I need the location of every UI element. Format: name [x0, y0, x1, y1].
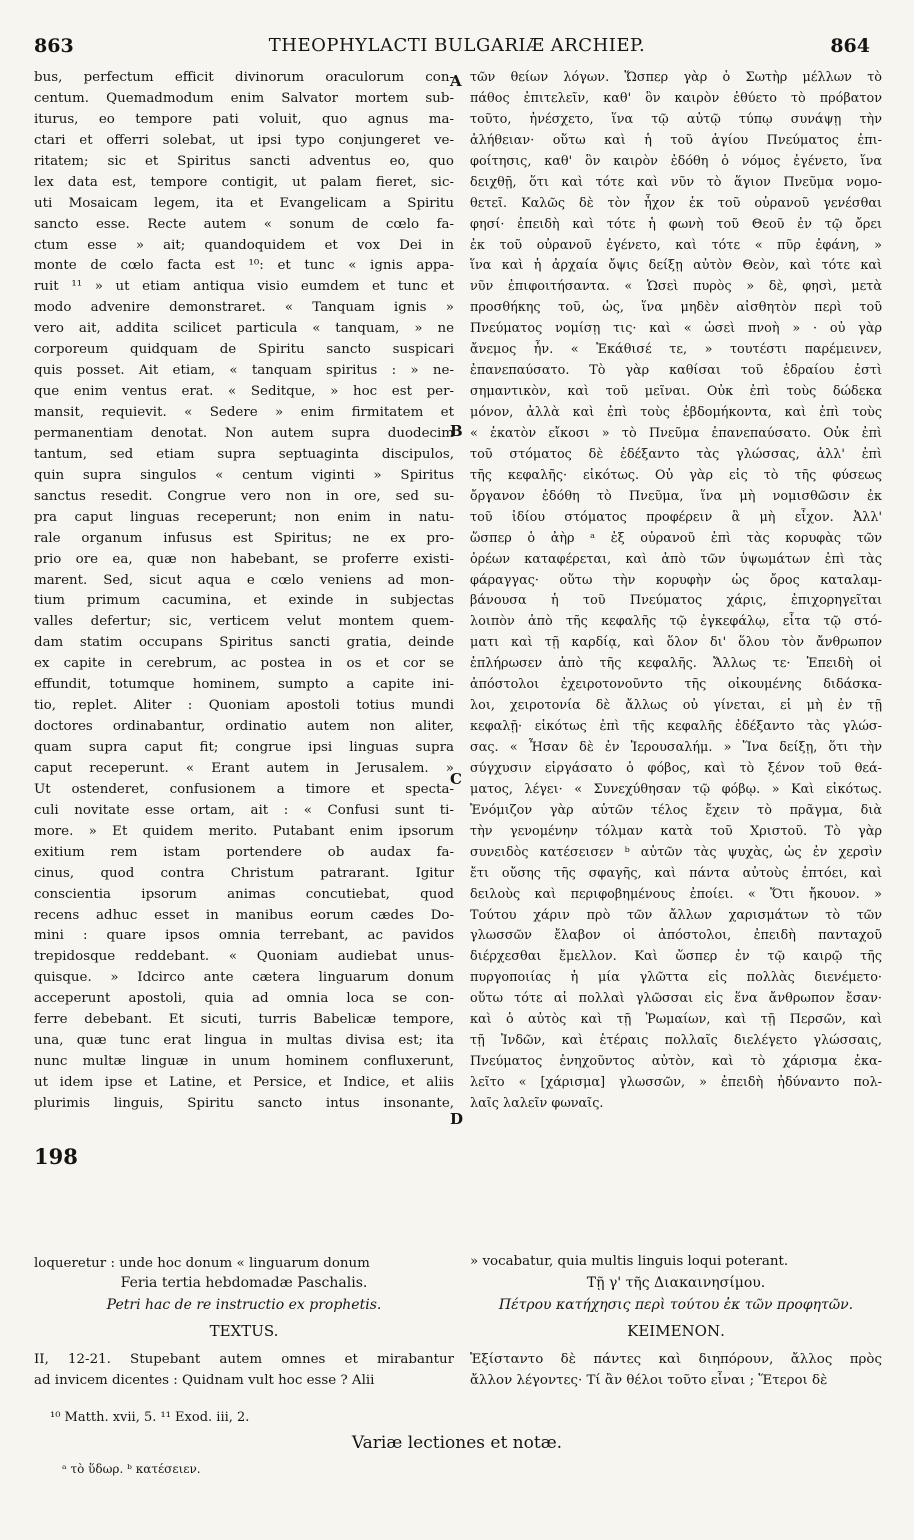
- text-line: δειλοὺς καὶ περιφοβημένους ἐποίει. « Ὅτι ἤκουον. »: [470, 886, 882, 902]
- latin-subtitle: Petri hac de re instructio ex prophetis.: [106, 1297, 382, 1313]
- bottom-line-left: loqueretur : unde hoc donum « linguarum donum: [34, 1256, 370, 1271]
- text-line: marent. Sed, sicut aqua e cœlo veniens ad mon-: [34, 572, 454, 588]
- text-line: δειχθῇ, ὅτι καὶ τότε καὶ νῦν τὸ ἅγιον Πνεῦμα νομο-: [470, 174, 882, 190]
- text-line: ex capite in cerebrum, ac postea in os et cor se: [34, 656, 454, 672]
- text-line: σύγχυσιν εἰργάσατο ὁ φόβος, καὶ τὸ ξένον τοῦ θεά-: [470, 760, 882, 776]
- section-marker-b: B: [450, 422, 463, 440]
- text-line: monte de cœlo facta est ¹⁰: et tunc « ignis appa-: [34, 258, 454, 274]
- text-line: φοίτησις, καθ' ὃν καιρὸν ἐδόθη ὁ νόμος ἐγένετο, ἵνα: [470, 153, 882, 169]
- text-line: conscientia ipsorum animas concutiebat, quod: [34, 886, 454, 902]
- text-line: centum. Quemadmodum enim Salvator mortem sub-: [34, 90, 454, 106]
- text-line: γλωσσῶν ἔλαβον οἱ ἀπόστολοι, ἐπειδὴ πανταχοῦ: [470, 928, 882, 944]
- running-title: THEOPHYLACTI BULGARIÆ ARCHIEP.: [268, 35, 646, 56]
- text-line: φάραγγας· οὕτω τὴν κορυφὴν ὡς ὄρος καταλαμ-: [470, 572, 882, 588]
- text-line: tium primum cacumina, et exinde in subjectas: [34, 593, 454, 609]
- text-line: συνειδὸς κατέσεισεν ᵇ αὐτῶν τὰς ψυχὰς, ὡς ἐν χερσὶν: [470, 844, 882, 860]
- text-line: sanctus resedit. Congrue vero non in ore, sed su-: [34, 488, 454, 504]
- text-line: Ἐξίσταντο δὲ πάντες καὶ διηπόρουν, ἄλλος πρὸς: [470, 1352, 882, 1367]
- text-line: λοιπὸν ἀπὸ τῆς κεφαλῆς τῷ ἐγκεφάλῳ, εἶτα τῷ στό-: [470, 614, 882, 630]
- text-line: Πνεύματος ἐνηχοῦντος αὐτὸν, καὶ τὸ χάρισμα ἐκα-: [470, 1054, 882, 1070]
- text-line: modo advenire demonstraret. « Tanquam ignis »: [34, 300, 454, 316]
- text-line: τοῦ στόματος δὲ ἐδέξαντο τὰς γλώσσας, ἀλλ' ἐπὶ: [470, 446, 882, 462]
- text-line: tio, replet. Aliter : Quoniam apostoli totius mundi: [34, 698, 454, 714]
- text-line: νῦν ἐπιφοιτήσαντα. « Ὡσεὶ πυρὸς » δὲ, φησὶ, μετὰ: [470, 279, 882, 295]
- latin-column: [34, 68, 454, 1115]
- text-line: caput receperunt. « Erant autem in Jerusalem. »: [34, 760, 454, 776]
- text-line: tantum, sed etiam supra septuaginta discipulos,: [34, 446, 454, 462]
- text-line: τῇ Ἰνδῶν, καὶ ἑτέραις πολλαῖς διελέγετο γλώσσαις,: [470, 1033, 882, 1049]
- text-line: prio ore ea, quæ non habebant, se proferre existi-: [34, 551, 454, 567]
- variae-lectiones-heading: Variæ lectiones et notæ.: [351, 1433, 563, 1453]
- text-line: ut idem ipse et Latine, et Persice, et Indice, et aliis: [34, 1075, 454, 1090]
- variae-lectiones-notes: ᵃ τὸ ὕδωρ. ᵇ κατέσειεν.: [62, 1462, 201, 1476]
- text-line: λαῖς λαλεῖν φωναῖς.: [470, 1095, 604, 1111]
- text-line: mansit, requievit. « Sedere » enim firmitatem et: [34, 405, 454, 420]
- text-line: ritatem; sic et Spiritus sancti adventus eo, quo: [34, 153, 454, 169]
- text-line: dam statim occupans Spiritus sancti gratia, deinde: [34, 635, 454, 651]
- text-line: οὕτω τότε αἱ πολλαὶ γλῶσσαι εἰς ἕνα ἄνθρωπον ἔσαν·: [470, 991, 882, 1007]
- text-line: ἄνεμος ἦν. « Ἐκάθισέ τε, » τουτέστι παρέμεινεν,: [470, 342, 882, 358]
- text-line: bus, perfectum efficit divinorum oraculorum con-: [34, 70, 454, 85]
- greek-day-heading: Τῇ γ' τῆς Διακαινησίμου.: [586, 1275, 766, 1291]
- text-line: cinus, quod contra Christum patrarant. Igitur: [34, 865, 454, 881]
- text-line: ruit ¹¹ » ut etiam antiqua visio eumdem et tunc et: [34, 279, 454, 295]
- running-header: [0, 0, 914, 60]
- text-line: ἐπλήρωσεν ἀπὸ τῆς κεφαλῆς. Ἄλλως τε· Ἐπειδὴ οἱ: [470, 656, 882, 672]
- text-line: more. » Et quidem merito. Putabant enim ipsorum: [34, 823, 454, 839]
- text-line: ὥσπερ ὁ ἀὴρ ᵃ ἐξ οὐρανοῦ ἐπὶ τὰς κορυφὰς τῶν: [470, 530, 882, 546]
- latin-section-heading: TEXTUS.: [209, 1322, 279, 1340]
- page-number-left: 863: [34, 35, 74, 57]
- bottom-line-right: » vocabatur, quia multis linguis loqui poterant.: [470, 1254, 789, 1269]
- text-line: ἐκ τοῦ οὐρανοῦ ἐγένετο, καὶ τότε « πῦρ ἐφάνη, »: [470, 237, 882, 253]
- text-line: acceperunt apostoli, quia ad omnia loca se con-: [34, 991, 454, 1007]
- text-line: σας. « Ἦσαν δὲ ἐν Ἱερουσαλήμ. » Ἵνα δείξῃ, ὅτι τὴν: [470, 740, 882, 755]
- latin-scripture-text: [34, 1350, 454, 1392]
- plate-number: 198: [34, 1144, 78, 1169]
- text-line: ὄργανον ἐδόθη τὸ Πνεῦμα, ἵνα μὴ νομισθῶσιν ἐκ: [470, 488, 882, 504]
- text-line: pra caput linguas receperunt; non enim in natu-: [34, 509, 454, 525]
- text-line: ctari et offerri solebat, ut ipsi typo conjungeret ve-: [34, 132, 454, 148]
- text-line: προσθήκης τοῦ, ὡς, ἵνα μηδὲν αἰσθητὸν περὶ τοῦ: [470, 300, 882, 316]
- text-line: exitium rem istam portendere ob audax fa-: [34, 844, 454, 860]
- greek-subtitle: Πέτρου κατήχησις περὶ τούτου ἐκ τῶν προφητῶν.: [498, 1297, 854, 1313]
- text-line: doctores ordinabantur, ordinatio autem non aliter,: [34, 719, 454, 735]
- text-line: τοῦτο, ἠνέσχετο, ἵνα τῷ αὐτῷ τύπῳ συνάψῃ τὴν: [470, 111, 882, 127]
- text-line: valles defertur; sic, verticem velut montem quem-: [34, 614, 454, 630]
- text-line: βάνουσα ἡ τοῦ Πνεύματος χάρις, ἐπιχορηγεῖται: [470, 593, 882, 609]
- text-line: sancto esse. Recte autem « sonum de cœlo fa-: [34, 216, 454, 232]
- text-line: τῆς κεφαλῆς· εἰκότως. Οὐ γὰρ εἰς τὸ τῆς φύσεως: [470, 467, 882, 483]
- text-line: II, 12-21. Stupebant autem omnes et mirabantur: [34, 1352, 454, 1367]
- text-line: ad invicem dicentes : Quidnam vult hoc esse ? Alii: [34, 1372, 375, 1388]
- footnotes: ¹⁰ Matth. xvii, 5. ¹¹ Exod. iii, 2.: [50, 1410, 250, 1425]
- text-line: λοι, χειροτονία δὲ ἄλλως οὐ γίνεται, εἰ μὴ ἐν τῇ: [470, 698, 882, 714]
- text-line: κεφαλῇ· εἰκότως ἐπὶ τῆς κεφαλῆς ἐδέξαντο τὰς γλώσ-: [470, 719, 882, 735]
- text-line: Ἐνόμιζον γὰρ αὐτῶν τέλος ἔχειν τὸ πρᾶγμα, διὰ: [470, 802, 882, 818]
- text-line: ἵνα καὶ ἡ ἀρχαία ὄψις δείξῃ αὐτὸν Θεὸν, καὶ τότε καὶ: [470, 258, 882, 274]
- text-line: διέρχεσθαι ἔμελλον. Καὶ ὥσπερ ἐν τῷ καιρῷ τῆς: [470, 949, 882, 965]
- text-line: τοῦ ἰδίου στόματος προφέρειν ἃ μὴ εἶχον. Ἀλλ': [470, 509, 882, 525]
- text-line: ferre debebant. Et sicuti, turris Babelicæ tempore,: [34, 1012, 454, 1028]
- section-marker-d: D: [450, 1110, 464, 1128]
- text-line: καὶ ὁ αὐτὸς καὶ τῇ Ῥωμαίων, καὶ τῇ Περσῶν, καὶ: [470, 1012, 882, 1028]
- text-line: quam supra caput fit; congrue ipsi linguas supra: [34, 740, 454, 755]
- text-line: « ἑκατὸν εἴκοσι » τὸ Πνεῦμα ἐπανεπαύσατο. Οὐκ ἐπὶ: [470, 425, 882, 441]
- section-marker-a: A: [450, 72, 462, 90]
- text-line: nunc multæ linguæ in unum hominem confluxerunt,: [34, 1054, 454, 1070]
- text-line: que enim ventus erat. « Seditque, » hoc est per-: [34, 384, 454, 400]
- section-marker-c: C: [450, 770, 462, 788]
- text-line: σημαντικὸν, καὶ τοῦ μεῖναι. Οὐκ ἐπὶ τοὺς δώδεκα: [470, 384, 882, 400]
- text-line: ἀπόστολοι ἐχειροτονοῦντο τῆς οἰκουμένης διδάσκα-: [470, 677, 882, 693]
- text-line: πάθος ἐπιτελεῖν, καθ' ὃν καιρὸν ἐθύετο τὸ πρόβατον: [470, 90, 882, 106]
- greek-section-heading: ΚΕΙΜΕΝΟΝ.: [627, 1322, 725, 1340]
- text-line: πυργοποιίας ἡ μία γλῶττα εἰς πολλὰς διενέμετο·: [470, 970, 882, 986]
- text-line: plurimis linguis, Spiritu sancto intus insonante,: [34, 1095, 454, 1111]
- page-number-right: 864: [830, 35, 870, 57]
- text-line: ματι καὶ τῇ καρδίᾳ, καὶ ὅλον δι' ὅλου τὸν ἄνθρωπον: [470, 635, 882, 651]
- text-line: lex data est, tempore contigit, ut palam fieret, sic-: [34, 174, 454, 190]
- text-line: quisque. » Idcirco ante cætera linguarum donum: [34, 970, 454, 986]
- text-line: iturus, eo tempore pati voluit, quo agnus ma-: [34, 111, 454, 127]
- text-line: quis posset. Ait etiam, « tanquam spiritus : » ne-: [34, 363, 454, 379]
- text-line: ἐπανεπαύσατο. Τὸ γὰρ καθίσαι τοῦ ἑδραίου ἐστὶ: [470, 363, 882, 379]
- text-line: ctum esse » ait; quandoquidem et vox Dei in: [34, 237, 454, 253]
- text-line: uti Mosaicam legem, ita et Evangelicam a Spiritu: [34, 195, 454, 211]
- text-line: Ut ostenderet, confusionem a timore et specta-: [34, 781, 454, 797]
- text-line: trepidosque reddebant. « Quoniam audiebat unus-: [34, 949, 454, 965]
- text-line: λεῖτο « [χάρισμα] γλωσσῶν, » ἐπειδὴ ἠδύναντο πολ-: [470, 1075, 882, 1090]
- text-line: Τούτου χάριν πρὸ τῶν ἄλλων χαρισμάτων τὸ τῶν: [470, 907, 882, 923]
- text-line: μόνον, ἀλλὰ καὶ ἐπὶ τοὺς ἑβδομήκοντα, καὶ ἐπὶ τοὺς: [470, 405, 882, 420]
- latin-day-heading: Feria tertia hebdomadæ Paschalis.: [120, 1275, 368, 1291]
- text-line: effundit, totumque hominem, sumpto a capite ini-: [34, 677, 454, 693]
- text-line: recens adhuc esset in manibus eorum cædes Do-: [34, 907, 454, 923]
- text-line: Πνεύματος νομίσῃ τις· καὶ « ὡσεὶ πνοὴ » · οὐ γὰρ: [470, 321, 882, 337]
- text-line: τὴν γενομένην τόλμαν κατὰ τοῦ Χριστοῦ. Τὸ γὰρ: [470, 823, 882, 839]
- text-line: corporeum quidquam de Spiritu sancto suspicari: [34, 342, 454, 358]
- text-line: quin supra singulos « centum viginti » Spiritus: [34, 467, 454, 483]
- text-line: mini : quare ipsos omnia terrebant, ac pavidos: [34, 928, 454, 944]
- text-line: ἔτι οὔσης τῆς σφαγῆς, καὶ πάντα αὐτοὺς ἐπτόει, καὶ: [470, 865, 882, 881]
- text-line: ὀρέων καταφέρεται, καὶ ἀπὸ τῶν ὑψωμάτων ἐπὶ τὰς: [470, 551, 882, 567]
- text-line: τῶν θείων λόγων. Ὥσπερ γὰρ ὁ Σωτὴρ μέλλων τὸ: [470, 70, 882, 85]
- text-line: rale organum infusus est Spiritus; ne ex pro-: [34, 530, 454, 546]
- text-line: permanentiam denotat. Non autem supra duodecim: [34, 425, 454, 441]
- text-line: una, quæ tunc erat lingua in multas divisa est; ita: [34, 1033, 454, 1049]
- text-line: ἄλλον λέγοντες· Τί ἂν θέλοι τοῦτο εἶναι ; Ἕτεροι δὲ: [470, 1372, 828, 1388]
- text-line: ἀλήθειαν· οὕτω καὶ ἡ τοῦ ἁγίου Πνεύματος ἐπι-: [470, 132, 882, 148]
- text-line: φησί· ἐπειδὴ καὶ τότε ἡ φωνὴ τοῦ Θεοῦ ἐν τῷ ὄρει: [470, 216, 882, 232]
- text-line: culi novitate esse ortam, ait : « Confusi sunt ti-: [34, 802, 454, 818]
- text-line: vero ait, addita scilicet particula « tanquam, » ne: [34, 321, 454, 337]
- text-line: ματος, λέγει· « Συνεχύθησαν τῷ φόβῳ. » Καὶ εἰκότως.: [470, 781, 882, 797]
- text-line: θετεῖ. Καλῶς δὲ τὸν ἦχον ἐκ τοῦ οὐρανοῦ γενέσθαι: [470, 195, 882, 211]
- greek-column: [470, 68, 882, 1115]
- greek-scripture-text: [470, 1350, 882, 1392]
